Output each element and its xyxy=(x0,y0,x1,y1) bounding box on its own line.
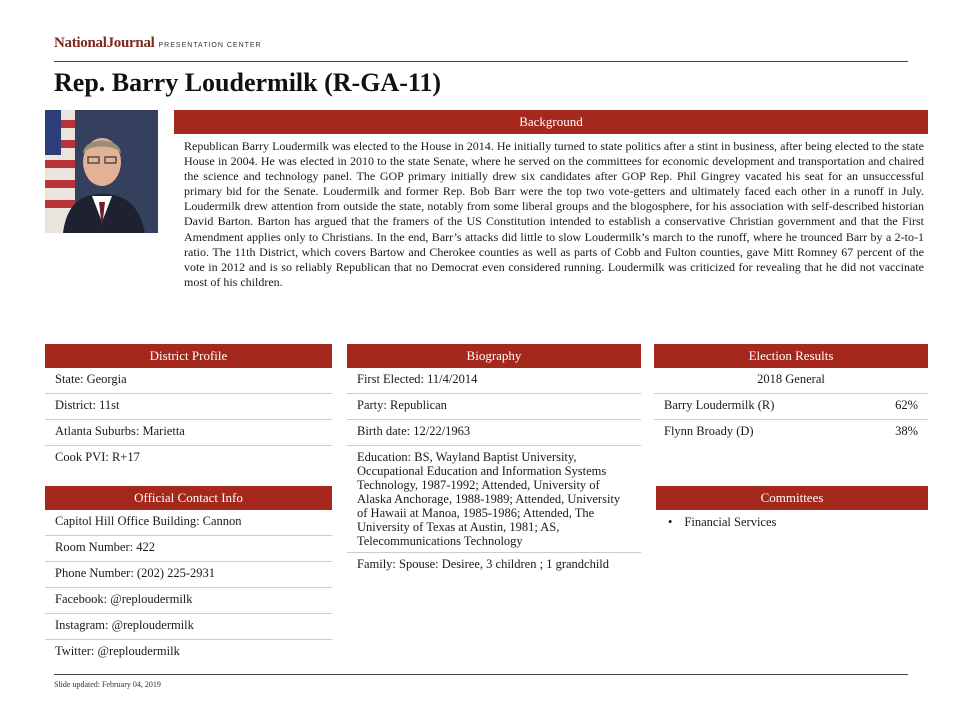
candidate-percent: 62% xyxy=(895,398,918,412)
biography-header: Biography xyxy=(347,344,641,368)
portrait-photo xyxy=(45,110,158,233)
biography-panel xyxy=(347,344,641,578)
background-text: Republican Barry Loudermilk was elected to the House in 2014. He initially turned to state politics after a stint in business, after being elected to the state House in 2004. He was elected in 2010 to the state Senate, where he served on the committees for economic development and transportation and chaired the science and technology panel. The GOP primary initially drew six candidates after GOP Rep. Phil Gingrey vacated his seat for an unsuccessful primary bid for the Senate. Loudermilk and former Rep. Bob Barr were the top two vote-getters and ultimately faced each other in a runoff in July. Loudermilk drew attention from outside the state, notably from some liberal groups and the blogosphere, for his association with self-described historian David Barton. Barton has argued that the framers of the US Constitution intended to establish a conservative Christian government and that the First Amendment applies only to Christians. In the end, Barr’s attacks did little to slow Loudermilk’s march to the runoff, where he trounced Barr by a 2-to-1 ratio. The 11th District, which covers Bartow and Cherokee counties as well as parts of Cobb and Fulton counties, gave Mitt Romney 67 percent of the vote in 2012 and is so reliably Republican that no Democrat even considered running. Loudermilk was criticized for revealing that he did not vaccinate most of his children. xyxy=(184,139,924,289)
election-results-panel xyxy=(654,344,928,445)
slide-updated-note: Slide updated: February 04, 2019 xyxy=(54,680,161,689)
brand-subtitle: PRESENTATION CENTER xyxy=(158,42,262,49)
contact-panel xyxy=(45,486,332,665)
district-profile-header: District Profile xyxy=(45,344,332,368)
committees-header: Committees xyxy=(656,486,928,510)
district-cook-pvi: Cook PVI: R+17 xyxy=(55,450,140,464)
election-result-row xyxy=(654,420,928,445)
contact-room-number: Room Number: 422 xyxy=(45,536,332,562)
candidate-percent: 38% xyxy=(895,424,918,438)
candidate-name: Barry Loudermilk (R) xyxy=(664,398,775,412)
background-section xyxy=(174,110,928,290)
committee-item: • Financial Services xyxy=(656,510,928,535)
committees-panel xyxy=(656,486,928,535)
district-suburbs: Atlanta Suburbs: Marietta xyxy=(45,420,332,446)
contact-phone: Phone Number: (202) 225-2931 xyxy=(45,562,332,588)
contact-facebook: Facebook: @reploudermilk xyxy=(45,588,332,614)
top-divider xyxy=(54,61,908,62)
page-title: Rep. Barry Loudermilk (R-GA-11) xyxy=(54,68,442,97)
bio-family: Family: Spouse: Desiree, 3 children ; 1 grandchild xyxy=(357,557,610,571)
bio-education: Education: BS, Wayland Baptist University, Occupational Education and Information Systems Technology, 1987-1992; Attended, University of Alaska Anchorage, 1988-1989; Attended, University of Hawaii at Manoa, 1985-1986; Attended, The University of Texas at Austin, 1981; AS, Telecommunications Technology xyxy=(347,446,641,553)
brand-logo xyxy=(54,34,262,52)
election-subheader: 2018 General xyxy=(654,368,928,394)
district-number: District: 11st xyxy=(45,394,332,420)
contact-header: Official Contact Info xyxy=(45,486,332,510)
district-profile-panel xyxy=(45,344,332,471)
bottom-divider xyxy=(54,674,908,675)
background-header: Background xyxy=(174,110,928,134)
bio-party: Party: Republican xyxy=(347,394,641,420)
contact-twitter: Twitter: @reploudermilk xyxy=(55,644,180,658)
bio-birth-date: Birth date: 12/22/1963 xyxy=(347,420,641,446)
bio-first-elected: First Elected: 11/4/2014 xyxy=(347,368,641,394)
election-result-row xyxy=(654,394,928,420)
election-results-header: Election Results xyxy=(654,344,928,368)
portrait-photo-graphic xyxy=(45,110,158,233)
district-state: State: Georgia xyxy=(45,368,332,394)
contact-office-building: Capitol Hill Office Building: Cannon xyxy=(45,510,332,536)
candidate-name: Flynn Broady (D) xyxy=(664,424,754,438)
brand-name: NationalJournal xyxy=(54,35,155,51)
contact-instagram: Instagram: @reploudermilk xyxy=(45,614,332,640)
